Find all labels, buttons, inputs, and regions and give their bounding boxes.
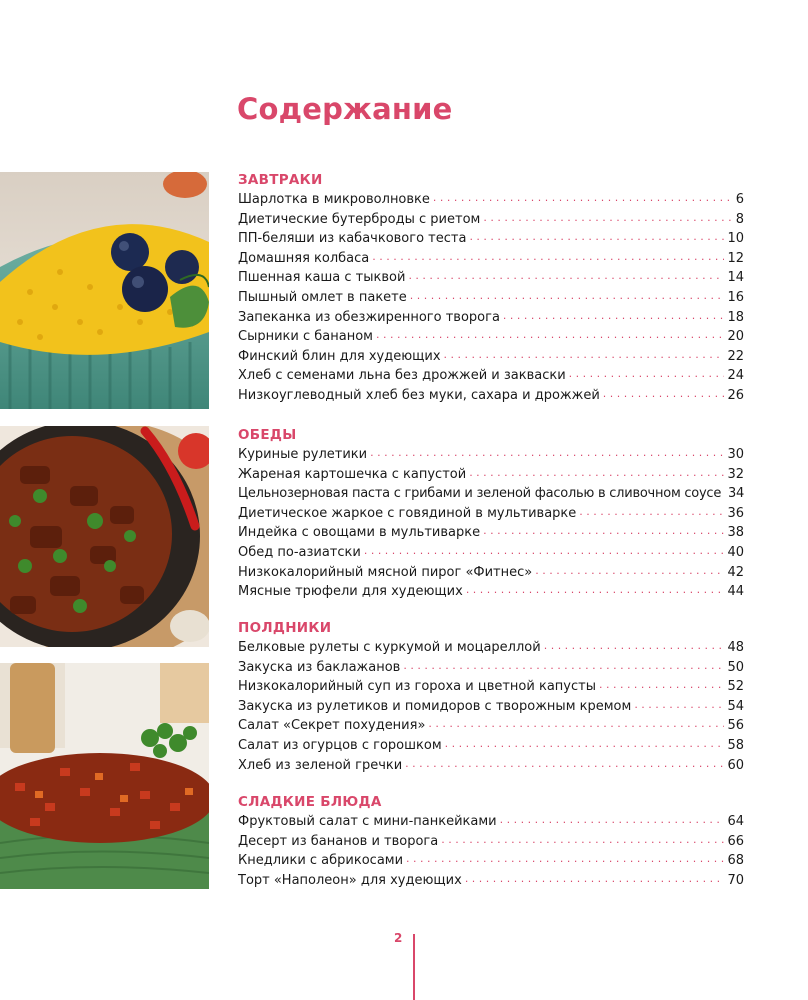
entry-title: Десерт из бананов и творога bbox=[238, 833, 439, 849]
entry-page: 44 bbox=[727, 584, 744, 600]
photo-millet-porridge bbox=[0, 172, 209, 409]
toc-section-snacks bbox=[238, 618, 744, 775]
entry-title: Низкокалорийный суп из гороха и цветной капусты bbox=[238, 679, 596, 695]
leader-dots bbox=[433, 188, 733, 208]
entry-page: 20 bbox=[727, 329, 744, 345]
entry-page: 38 bbox=[727, 525, 744, 541]
entry-page: 22 bbox=[727, 348, 744, 364]
entry-title: Обед по-азиатски bbox=[238, 544, 361, 560]
toc-section-desserts bbox=[238, 792, 744, 890]
entry-title: Пышный омлет в пакете bbox=[238, 289, 407, 305]
toc-entry[interactable] bbox=[238, 386, 744, 406]
leader-dots bbox=[603, 384, 725, 404]
leader-dots bbox=[535, 561, 724, 581]
entry-title: ПП-беляши из кабачкового теста bbox=[238, 231, 467, 247]
entry-page: 36 bbox=[727, 505, 744, 521]
entry-title: Сырники с бананом bbox=[238, 329, 373, 345]
entry-title: Цельнозерновая паста с грибами и зеленой фасолью в сливочном соусе bbox=[238, 486, 722, 502]
entry-title: Белковые рулеты с куркумой и моцареллой bbox=[238, 640, 541, 655]
entry-page: 42 bbox=[727, 564, 744, 580]
entry-page: 26 bbox=[727, 387, 744, 403]
entry-title: Диетические бутерброды с риетом bbox=[238, 211, 481, 227]
photo-vegetable-ragout bbox=[0, 663, 209, 889]
entry-page: 40 bbox=[727, 544, 744, 560]
leader-dots bbox=[500, 810, 725, 830]
leader-dots bbox=[370, 443, 724, 463]
entry-title: Запеканка из обезжиренного творога bbox=[238, 309, 500, 325]
leader-dots bbox=[469, 227, 724, 247]
leader-dots bbox=[408, 266, 724, 286]
entry-title: Жареная картошечка с капустой bbox=[238, 466, 467, 482]
entry-page: 52 bbox=[727, 679, 744, 695]
leader-dots bbox=[503, 306, 725, 326]
entry-page: 30 bbox=[727, 447, 744, 462]
toc-entry[interactable] bbox=[238, 871, 744, 891]
entry-title: Куриные рулетики bbox=[238, 447, 368, 462]
entry-title: Мясные трюфели для худеющих bbox=[238, 584, 463, 600]
entry-page: 68 bbox=[727, 853, 744, 869]
entry-title: Шарлотка в микроволновке bbox=[238, 192, 430, 207]
entry-title: Закуска из рулетиков и помидоров с творожным кремом bbox=[238, 698, 632, 714]
leader-dots bbox=[364, 541, 725, 561]
toc-entry[interactable] bbox=[238, 756, 744, 776]
page-number: 2 bbox=[394, 931, 403, 945]
entry-page: 48 bbox=[727, 640, 744, 655]
entry-title: Пшенная каша с тыквой bbox=[238, 270, 406, 286]
entry-title: Торт «Наполеон» для худеющих bbox=[238, 872, 462, 888]
leader-dots bbox=[469, 463, 724, 483]
section-heading: СЛАДКИЕ БЛЮДА bbox=[238, 794, 382, 810]
toc-entry[interactable] bbox=[238, 465, 744, 485]
entry-title: Закуска из баклажанов bbox=[238, 659, 401, 675]
entry-page: 64 bbox=[727, 814, 744, 829]
leader-dots bbox=[372, 247, 724, 267]
entry-title: Низкокалорийный мясной пирог «Фитнес» bbox=[238, 564, 533, 580]
entry-page: 50 bbox=[727, 659, 744, 675]
toc-entry[interactable] bbox=[238, 582, 744, 602]
entry-page: 18 bbox=[727, 309, 744, 325]
leader-dots bbox=[599, 675, 724, 695]
entry-title: Хлеб из зеленой гречки bbox=[238, 757, 403, 773]
entry-title: Салат «Секрет похудения» bbox=[238, 718, 426, 734]
leader-dots bbox=[466, 580, 725, 600]
leader-dots bbox=[406, 849, 724, 869]
entry-title: Хлеб с семенами льна без дрожжей и закваски bbox=[238, 368, 566, 384]
section-heading: ЗАВТРАКИ bbox=[238, 172, 323, 188]
entry-title: Домашняя колбаса bbox=[238, 250, 370, 266]
leader-dots bbox=[724, 482, 725, 502]
entry-page: 58 bbox=[727, 737, 744, 753]
toc-section-breakfasts bbox=[238, 170, 744, 406]
entry-title: Индейка с овощами в мультиварке bbox=[238, 525, 481, 541]
section-heading: ПОЛДНИКИ bbox=[238, 620, 332, 636]
photo-meat-stew bbox=[0, 426, 209, 647]
entry-page: 14 bbox=[727, 270, 744, 286]
leader-dots bbox=[441, 830, 724, 850]
leader-dots bbox=[376, 325, 724, 345]
entry-page: 54 bbox=[727, 698, 744, 714]
entry-title: Низкоуглеводный хлеб без муки, сахара и дрожжей bbox=[238, 387, 600, 403]
page-title: Содержание bbox=[237, 92, 453, 126]
entry-page: 32 bbox=[727, 466, 744, 482]
entry-page: 56 bbox=[727, 718, 744, 734]
leader-dots bbox=[569, 364, 725, 384]
leader-dots bbox=[405, 754, 724, 774]
leader-dots bbox=[483, 208, 732, 228]
page-divider bbox=[413, 934, 415, 1000]
leader-dots bbox=[483, 521, 724, 541]
entry-title: Финский блин для худеющих bbox=[238, 348, 441, 364]
entry-page: 24 bbox=[727, 368, 744, 384]
entry-title: Диетическое жаркое с говядиной в мультиварке bbox=[238, 505, 577, 521]
leader-dots bbox=[410, 286, 725, 306]
toc-section-lunches bbox=[238, 425, 744, 602]
leader-dots bbox=[579, 502, 724, 522]
entry-page: 34 bbox=[727, 486, 744, 502]
leader-dots bbox=[444, 345, 725, 365]
entry-page: 8 bbox=[735, 211, 744, 227]
leader-dots bbox=[428, 714, 724, 734]
entry-title: Фруктовый салат с мини-панкейками bbox=[238, 814, 497, 829]
entry-page: 70 bbox=[727, 872, 744, 888]
entry-page: 16 bbox=[727, 289, 744, 305]
entry-page: 6 bbox=[735, 192, 744, 207]
entry-page: 12 bbox=[727, 250, 744, 266]
entry-page: 66 bbox=[727, 833, 744, 849]
leader-dots bbox=[634, 695, 724, 715]
leader-dots bbox=[445, 734, 725, 754]
entry-title: Кнедлики с абрикосами bbox=[238, 853, 404, 869]
section-heading: ОБЕДЫ bbox=[238, 427, 297, 443]
entry-page: 60 bbox=[727, 757, 744, 773]
entry-page: 10 bbox=[727, 231, 744, 247]
leader-dots bbox=[403, 656, 724, 676]
entry-title: Салат из огурцов с горошком bbox=[238, 737, 442, 753]
leader-dots bbox=[544, 636, 725, 656]
leader-dots bbox=[465, 869, 725, 889]
